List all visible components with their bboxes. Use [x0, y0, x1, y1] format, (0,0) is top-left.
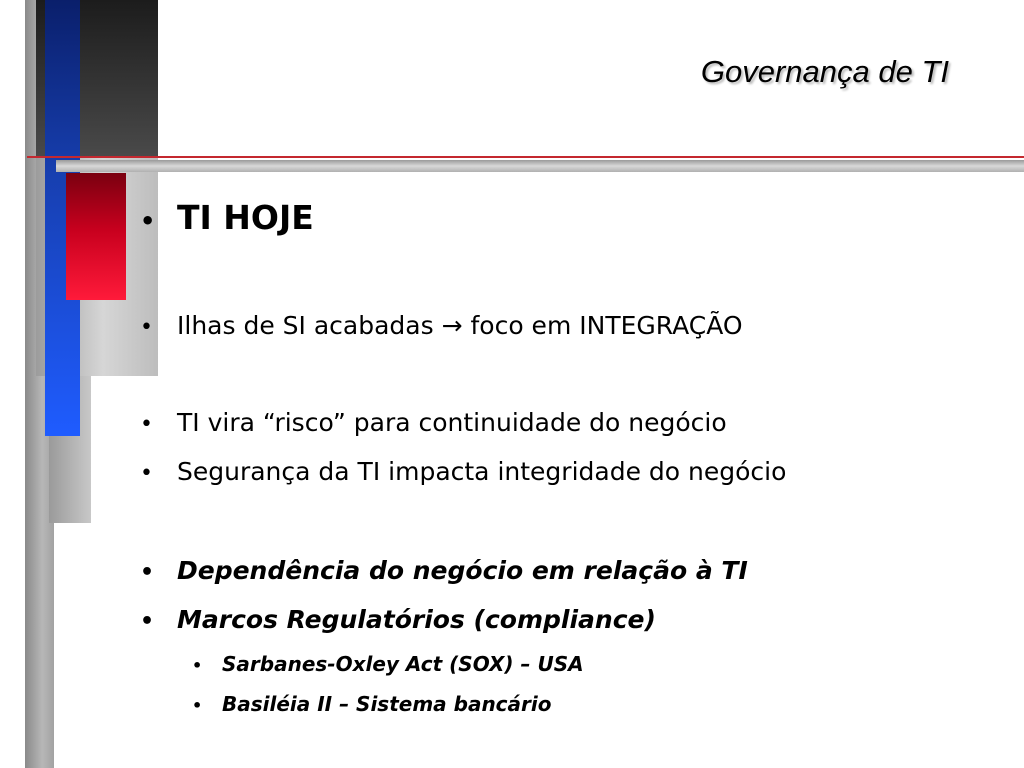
bullet-text-after: foco em INTEGRAÇÃO: [462, 311, 743, 340]
arrow-right-icon: →: [441, 311, 463, 340]
bullet-text: TI vira “risco” para continuidade do negócio: [177, 408, 727, 437]
bullet-glyph: •: [140, 461, 153, 486]
bullet-text-before: Ilhas de SI acabadas: [177, 311, 442, 340]
bullet-text: Marcos Regulatórios (compliance): [177, 605, 656, 634]
bullet-text: Dependência do negócio em relação à TI: [177, 556, 748, 585]
bullet-item-regulatory: [140, 605, 656, 634]
bullet-item-ti-hoje: [140, 198, 314, 237]
title-divider-gray: [56, 160, 1024, 172]
bullet-glyph: •: [140, 560, 155, 585]
bullet-text: TI HOJE: [177, 198, 314, 237]
bullet-glyph: •: [192, 696, 203, 715]
title-divider-red: [27, 156, 1024, 158]
sub-bullet-item-basel: [192, 692, 552, 716]
bullet-item-security: [140, 457, 786, 486]
sub-bullet-text: Sarbanes-Oxley Act (SOX) – USA: [222, 652, 584, 676]
decorative-red-block: [66, 173, 126, 300]
sub-bullet-item-sox: [192, 652, 584, 676]
slide-title: Governança de TI: [700, 54, 949, 89]
bullet-text: Segurança da TI impacta integridade do negócio: [177, 457, 787, 486]
bullet-glyph: •: [140, 412, 153, 437]
bullet-glyph: •: [140, 207, 156, 235]
bullet-text: [177, 311, 743, 340]
sub-bullet-text: Basiléia II – Sistema bancário: [222, 692, 552, 716]
bullet-item-dependence: [140, 556, 748, 585]
bullet-item-risk: [140, 408, 727, 437]
bullet-item-integration: [140, 311, 743, 340]
bullet-glyph: •: [192, 656, 203, 675]
bullet-glyph: •: [140, 315, 153, 340]
bullet-glyph: •: [140, 609, 155, 634]
